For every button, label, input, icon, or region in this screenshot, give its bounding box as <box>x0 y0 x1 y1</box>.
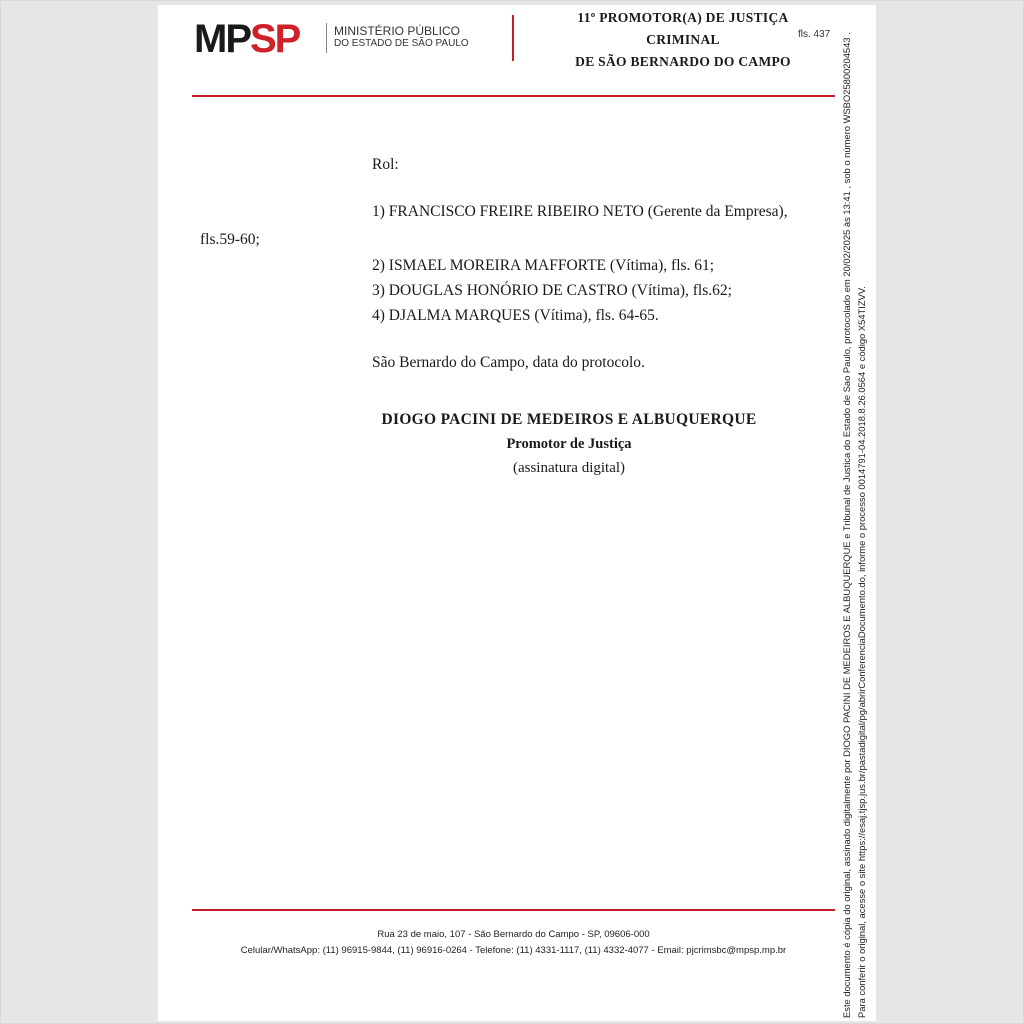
footer-address: Rua 23 de maio, 107 - São Bernardo do Campo - SP, 09606-000 <box>377 929 650 940</box>
footer-rule <box>192 909 835 911</box>
witness-item-4: 4) DJALMA MARQUES (Vítima), fls. 64-65. <box>372 307 659 324</box>
rol-label: Rol: <box>372 156 399 173</box>
document-page <box>158 5 876 1021</box>
signature-block <box>328 408 810 480</box>
witness-item-1: 1) FRANCISCO FREIRE RIBEIRO NETO (Gerente da Empresa), <box>372 203 788 220</box>
office-title-line-1: 11º PROMOTOR(A) DE JUSTIÇA <box>577 10 789 25</box>
witness-item-3: 3) DOUGLAS HONÓRIO DE CASTRO (Vítima), fls.62; <box>372 282 732 299</box>
logo-line-2: DO ESTADO DE SÃO PAULO <box>334 38 469 49</box>
stamp-line-1: Este documento é cópia do original, assinado digitalmente por DIOGO PACINI DE MEDEIROS E ALBUQUERQUE e Tribunal de Justica do Estado de Sao Paulo, protocolado em 20/02/2025 às 13:41 , sob o número WSBO25800204543 . <box>841 32 852 1018</box>
digital-signature-stamp <box>839 8 869 1018</box>
office-title <box>538 7 831 73</box>
witness-item-2: 2) ISMAEL MOREIRA MAFFORTE (Vítima), fls. 61; <box>372 257 715 274</box>
page-footer <box>192 927 835 959</box>
signature-note: (assinatura digital) <box>512 460 626 476</box>
logo-institution <box>334 24 469 50</box>
logo-line-1: MINISTÉRIO PÚBLICO <box>334 24 461 38</box>
logo-wordmark <box>194 19 299 59</box>
signer-name: DIOGO PACINI DE MEDEIROS E ALBUQUERQUE <box>381 411 757 428</box>
logo-sp: SP <box>250 17 300 61</box>
stamp-line-2: Para conferir o original, acesse o site https://esaj.tjsp.jus.br/pastadigital/pg/abrirConferenciaDocumento.do, informe o processo 0014791-04.2018.8.26.0564 e código X54TIZVV. <box>856 286 867 1018</box>
logo-separator <box>326 23 327 53</box>
office-title-line-2: CRIMINAL <box>646 32 720 47</box>
witness-item-1-continuation: fls.59-60; <box>200 231 260 248</box>
header-rule <box>192 95 835 97</box>
header-divider <box>512 15 514 61</box>
place-date: São Bernardo do Campo, data do protocolo. <box>372 354 645 371</box>
signer-role: Promotor de Justiça <box>506 436 632 452</box>
page-reference: fls. 437 <box>798 29 831 40</box>
footer-contacts: Celular/WhatsApp: (11) 96915-9844, (11) 96916-0264 - Telefone: (11) 4331-1117, (11) 4332-4077 - Email: pjcrimsbc@mpsp.mp.br <box>240 945 787 956</box>
office-title-line-3: DE SÃO BERNARDO DO CAMPO <box>575 54 791 69</box>
logo-mp: MP <box>194 17 250 61</box>
